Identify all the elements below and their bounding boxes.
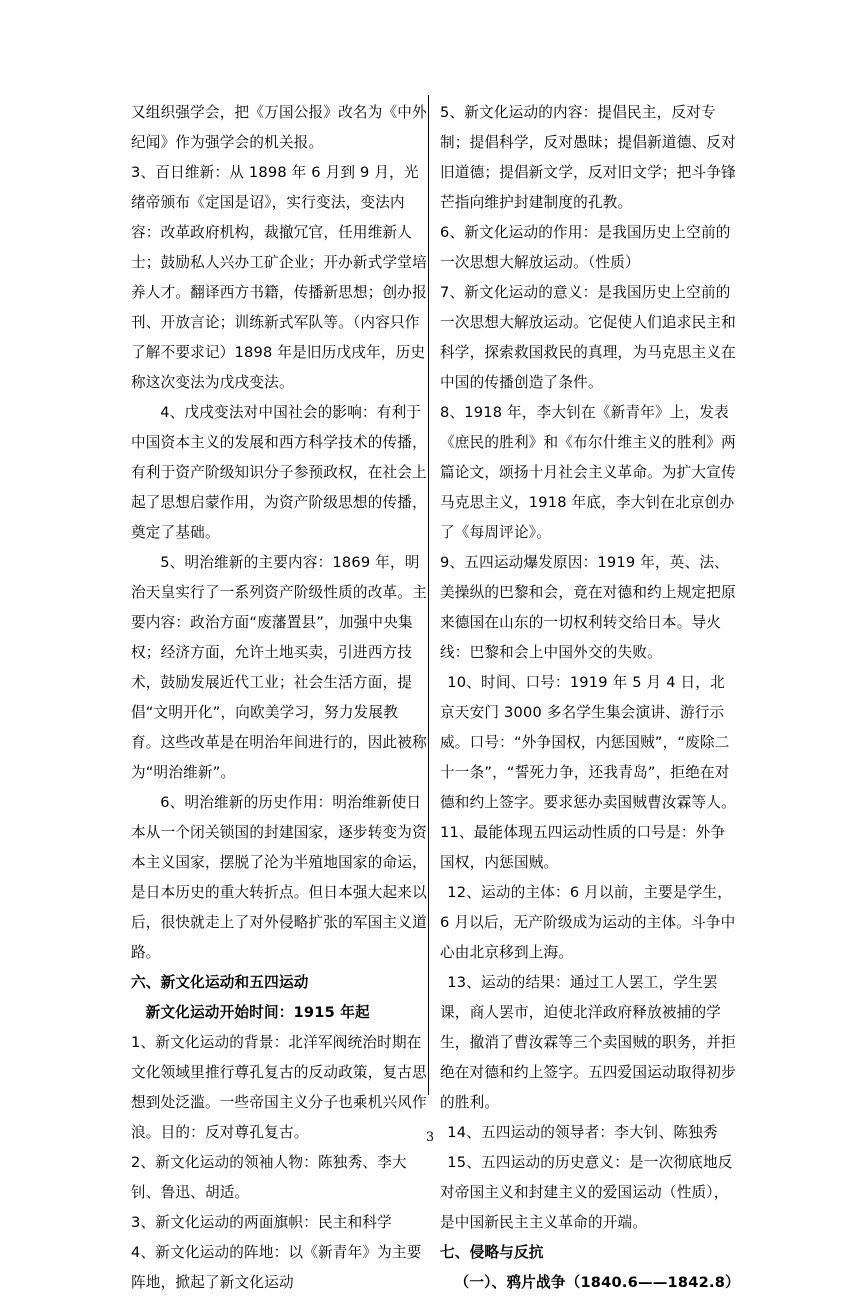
paragraph: 1、新文化运动的背景：北洋军阀统治时期在文化领域里推行尊孔复古的反动政策，复古思想到处泛滥。一些帝国主义分子也乘机兴风作浪。目的：反对尊孔复古。 [131,1034,427,1141]
left-column [131,98,427,1298]
paragraph: 3、百日维新：从 1898 年 6 月到 9 月，光绪帝颁布《定国是诏》，实行变法，变法内容：改革政府机构，裁撤冗官，任用维新人士；鼓励私人兴办工矿企业；开办新式学堂培养人才。翻译西方书籍，传播新思想；创办报刊、开放言论；训练新式军队等。（内容只作了解不要求记）1898 年是旧历戊戌年，历史称这次变法为戊戌变法。 [131,164,427,391]
paragraph: 13、运动的结果：通过工人罢工，学生罢课，商人罢市，迫使北洋政府释放被捕的学生，撤消了曹汝霖等三个卖国贼的职务，并拒绝在对德和约上签字。五四爱国运动取得初步的胜利。 [440,974,736,1111]
paragraph: 8、1918 年，李大钊在《新青年》上，发表《庶民的胜利》和《布尔什维主义的胜利》两篇论文，颂扬十月社会主义革命。为扩大宣传马克思主义，1918 年底，李大钊在北京创办了《每周评论》。 [440,404,736,541]
right-column [440,98,738,1298]
paragraph: 15、五四运动的历史意义：是一次彻底地反对帝国主义和封建主义的爱国运动（性质），是中国新民主主义革命的开端。 [440,1154,733,1231]
column-divider [428,95,429,1095]
paragraph: 12、运动的主体：6 月以前，主要是学生，6 月以后，无产阶级成为运动的主体。斗争中心由北京移到上海。 [440,884,736,961]
paragraph: 6、明治维新的历史作用：明治维新使日本从一个闭关锁国的封建国家，逐步转变为资本主义国家，摆脱了沦为半殖地国家的命运，是日本历史的重大转折点。但日本强大起来以后，很快就走上了对外侵略扩张的军国主义道路。 [131,794,427,961]
paragraph: 又组织强学会，把《万国公报》改名为《中外纪闻》作为强学会的机关报。 [131,104,427,151]
paragraph: 14、五四运动的领导者：李大钊、陈独秀 [447,1124,718,1141]
paragraph: 5、明治维新的主要内容：1869 年，明治天皇实行了一系列资产阶级性质的改革。主要内容：政治方面“废藩置县”，加强中央集权；经济方面，允许土地买卖，引进西方技术，鼓励发展近代工业；社会生活方面，提倡“文明开化”，向欧美学习，努力发展教育。这些改革是在明治年间进行的，因此被称为“明治维新”。 [131,554,427,781]
section-subheading: 新文化运动开始时间：1915 年起 [145,1004,370,1021]
paragraph: 4、新文化运动的阵地：以《新青年》为主要阵地，掀起了新文化运动 [131,1244,422,1291]
paragraph: 7、新文化运动的意义：是我国历史上空前的一次思想大解放运动。它促使人们追求民主和科学，探索救国救民的真理，为马克思主义在中国的传播创造了条件。 [440,284,736,391]
section-heading: 六、新文化运动和五四运动 [131,974,309,991]
paragraph: 3、新文化运动的两面旗帜：民主和科学 [131,1214,392,1231]
section-heading: 七、侵略与反抗 [440,1244,544,1261]
paragraph: 9、五四运动爆发原因：1919 年，英、法、美操纵的巴黎和会，竟在对德和约上规定把原来德国在山东的一切权利转交给日本。导火线：巴黎和会上中国外交的失败。 [440,554,736,661]
paragraph: 5、新文化运动的内容：提倡民主，反对专制；提倡科学，反对愚昧；提倡新道德、反对旧道德；提倡新文学，反对旧文学；把斗争锋芒指向维护封建制度的孔教。 [440,104,736,211]
page-number: 3 [425,1130,435,1145]
section-subheading: （一）、鸦片战争（1840.6——1842.8） [454,1274,740,1291]
paragraph: 11、最能体现五四运动性质的口号是：外争国权，内惩国贼。 [440,824,726,871]
paragraph: 2、新文化运动的领袖人物：陈独秀、李大钊、鲁迅、胡适。 [131,1154,407,1201]
paragraph: 6、新文化运动的作用：是我国历史上空前的一次思想大解放运动。（性质） [440,224,731,271]
paragraph: 10、时间、口号：1919 年 5 月 4 日，北京天安门 3000 多名学生集会演讲、游行示威。口号：“外争国权，内惩国贼”，“废除二十一条”，“誓死力争，还我青岛”，拒绝在对德和约上签字。要求惩办卖国贼曹汝霖等人。 [440,674,736,811]
paragraph: 4、戊戌变法对中国社会的影响：有利于中国资本主义的发展和西方科学技术的传播，有利于资产阶级知识分子参预政权，在社会上起了思想启蒙作用，为资产阶级思想的传播，奠定了基础。 [131,404,427,541]
